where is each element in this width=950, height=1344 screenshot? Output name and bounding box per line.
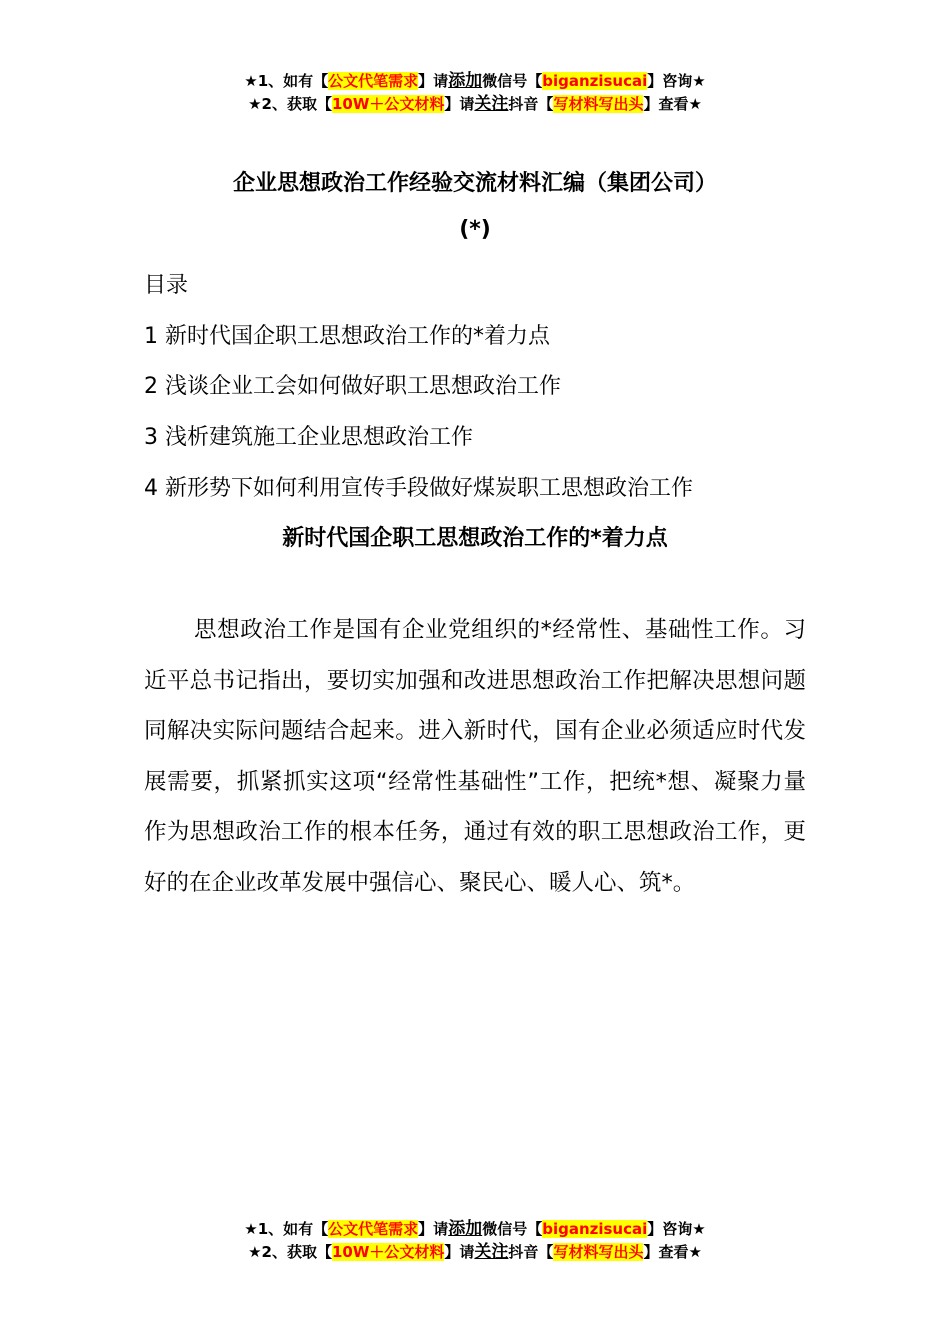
highlight-ghostwriting: 公文代笔需求 bbox=[328, 1220, 419, 1238]
highlight-ghostwriting: 公文代笔需求 bbox=[328, 72, 419, 90]
notice-text: 抖音【 bbox=[508, 95, 554, 113]
header-notice-line-2 bbox=[0, 93, 950, 116]
header-notice-line-1 bbox=[0, 70, 950, 93]
highlight-wechat-id: biganzisucai bbox=[542, 1220, 648, 1238]
highlight-douyin: 写材料写出头 bbox=[553, 95, 644, 113]
notice-text: ★2、获取【 bbox=[248, 95, 332, 113]
notice-text: 】咨询★ bbox=[647, 1220, 706, 1238]
underlined-add: 添加 bbox=[448, 1219, 483, 1239]
notice-text: 抖音【 bbox=[508, 1243, 554, 1261]
document-title: 企业思想政治工作经验交流材料汇编（集团公司） bbox=[232, 171, 717, 196]
notice-text: ★1、如有【 bbox=[244, 1220, 329, 1238]
highlight-wechat-id: biganzisucai bbox=[542, 72, 648, 90]
highlight-douyin: 写材料写出头 bbox=[553, 1243, 644, 1261]
notice-text: 微信号【 bbox=[482, 1220, 543, 1238]
notice-text: ★1、如有【 bbox=[244, 72, 329, 90]
notice-text: 微信号【 bbox=[482, 72, 543, 90]
header-notice bbox=[0, 70, 950, 116]
notice-text: 】请 bbox=[418, 72, 449, 90]
notice-text: 】查看★ bbox=[643, 1243, 702, 1261]
notice-text: 】查看★ bbox=[643, 95, 702, 113]
highlight-materials: 10W＋公文材料 bbox=[331, 95, 445, 113]
footer-notice-line-1 bbox=[0, 1218, 950, 1241]
toc-item: 1 新时代国企职工思想政治工作的*着力点 bbox=[144, 324, 550, 349]
notice-text: 】请 bbox=[418, 1220, 449, 1238]
notice-text: 】咨询★ bbox=[647, 72, 706, 90]
toc-item: 4 新形势下如何利用宣传手段做好煤炭职工思想政治工作 bbox=[144, 476, 693, 501]
notice-text: 】请 bbox=[444, 1243, 475, 1261]
underlined-follow: 关注 bbox=[474, 1242, 509, 1262]
notice-text: ★2、获取【 bbox=[248, 1243, 332, 1261]
underlined-add: 添加 bbox=[448, 71, 483, 91]
body-paragraph: 思想政治工作是国有企业党组织的*经常性、基础性工作。习近平总书记指出，要切实加强和改进思想政治工作把解决思想问题同解决实际问题结合起来。进入新时代，国有企业必须适应时代发展需要，抓紧抓实这项“经常性基础性”工作，把统*想、凝聚力量作为思想政治工作的根本任务，通过有效的职工思想政治工作，更好的在企业改革发展中强信心、聚民心、暖人心、筑*。 bbox=[144, 617, 806, 896]
document-title-marker: (*) bbox=[459, 217, 491, 242]
notice-text: 】请 bbox=[444, 95, 475, 113]
underlined-follow: 关注 bbox=[474, 94, 509, 114]
section-title: 新时代国企职工思想政治工作的*着力点 bbox=[282, 526, 668, 551]
footer-notice bbox=[0, 1218, 950, 1264]
toc-heading: 目录 bbox=[144, 273, 189, 298]
toc-item: 3 浅析建筑施工企业思想政治工作 bbox=[144, 425, 473, 450]
highlight-materials: 10W＋公文材料 bbox=[331, 1243, 445, 1261]
toc-item: 2 浅谈企业工会如何做好职工思想政治工作 bbox=[144, 374, 561, 399]
footer-notice-line-2 bbox=[0, 1241, 950, 1264]
